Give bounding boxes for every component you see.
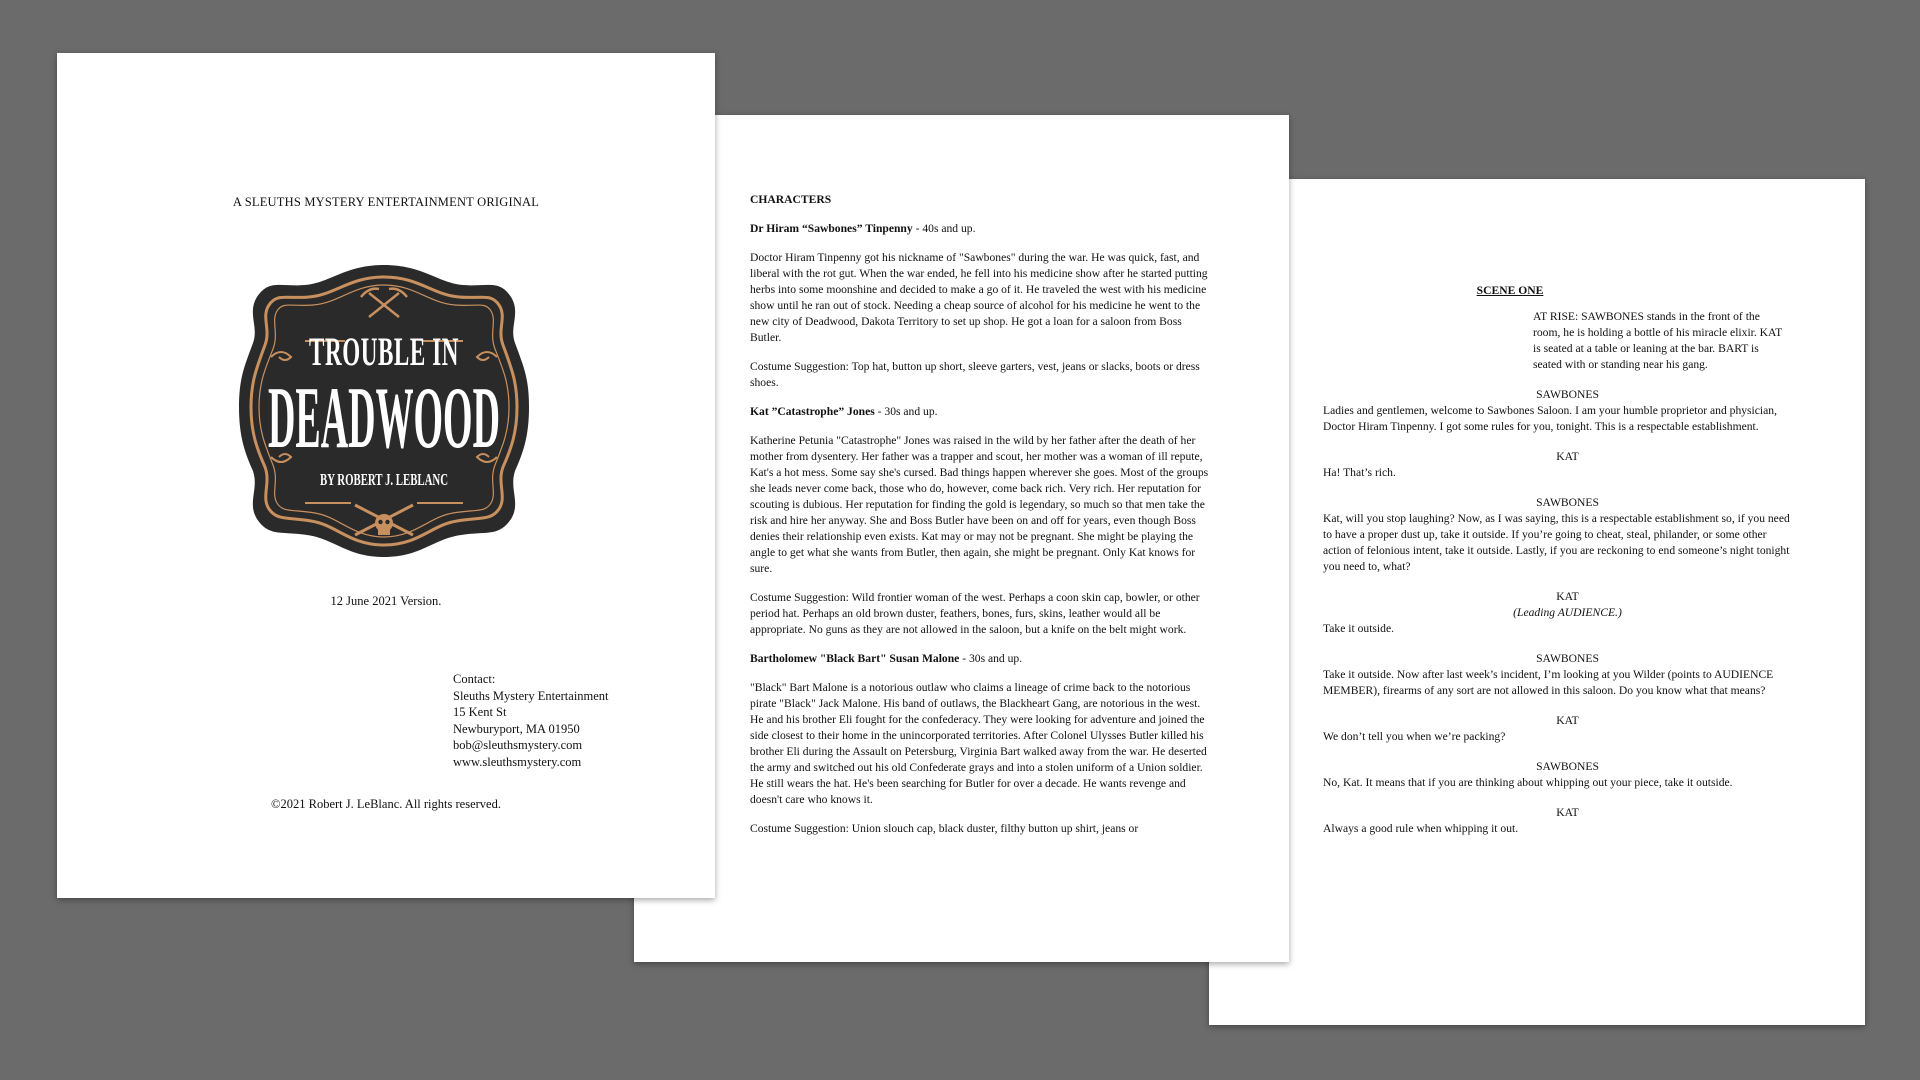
character-list [750, 221, 1212, 837]
character-bio: "Black" Bart Malone is a notorious outlaw who claims a lineage of crime back to the notorious pirate "Black" Jack Malone. His band of outlaws, the Blackheart Gang, are notorious in the west. He and his brother Eli fought for the confederacy. They were looking for adventure and joined the side closest to their home in the unincorporated territories. After Colonel Ulysses Butler killed his brother Eli during the Assault on Petersburg, Virginia Bart walked away from the war. He deserted the army and switched out his old Confederate grays and into a stolen uniform of a Union soldier. He still wears the hat. He's been searching for Butler for over a decade. He wants revenge and doesn't care who knows it. [750, 681, 1207, 806]
dialog-speaker: SAWBONES [1536, 496, 1599, 509]
contact-line: 15 Kent St [453, 705, 507, 719]
contact-line: Sleuths Mystery Entertainment [453, 688, 609, 703]
contact-block [453, 671, 609, 770]
dialog-line: No, Kat. It means that if you are thinking about whipping out your piece, take it outside. [1323, 776, 1733, 789]
character-bio: Doctor Hiram Tinpenny got his nickname of "Sawbones" during the war. He was quick, fast, and liberal with the rot gut. When the war ended, he fell into his medicine show after he started putting herbs into some moonshine and decided to make a go of it. He traveled the west with his medicine show until he ran out of stock. Needing a cheap source of alcohol for his medicine he went to the new city of Deadwood, Dakota Territory to set up shop. He got a loan for a saloon from Boss Butler. [750, 251, 1208, 344]
character-name: Bartholomew "Black Bart" Susan Malone [750, 652, 960, 665]
dialog-speaker: KAT [1556, 450, 1579, 463]
characters-content [750, 192, 1212, 850]
character-age: - 30s and up. [959, 652, 1023, 665]
logo-line1: TROUBLE IN [309, 329, 459, 374]
costume-suggestion: Costume Suggestion: Wild frontier woman of the west. Perhaps a coon skin cap, bowler, or other period hat. Perhaps an old brown duster, feathers, bones, furs, skins, leather would all be appropriate. No guns as they are not allowed in the saloon, but a knife on the belt might work. [750, 591, 1200, 636]
dialog-speaker: SAWBONES [1536, 652, 1599, 665]
dialog-speaker: KAT [1556, 590, 1579, 603]
logo-line2: DEADWOOD [268, 370, 500, 467]
dialog-line: Ha! That’s rich. [1323, 466, 1396, 479]
contact-website: www.sleuthsmystery.com [453, 754, 582, 769]
dialog-list [1323, 387, 1797, 837]
dialog-speaker: KAT [1556, 806, 1579, 819]
logo-byline: BY ROBERT J. LEBLANC [320, 470, 448, 489]
script-page-title [57, 53, 715, 898]
dialog-speaker: KAT [1556, 714, 1579, 727]
title-page-header: A SLEUTHS MYSTERY ENTERTAINMENT ORIGINAL [232, 195, 540, 209]
character-entry-title [750, 221, 1212, 237]
character-age: - 40s and up. [912, 222, 976, 235]
dialog-speaker: SAWBONES [1536, 760, 1599, 773]
dialog-line: Kat, will you stop laughing? Now, as I was saying, this is a respectable establishment so, if you need to have a proper dust up, take it outside. If you’re going to cheat, steal, philander, or some other action of felonious intent, take it outside. Lastly, if you are reckoning to end someone’s night tonight you need to, what? [1323, 512, 1790, 573]
stage-direction: AT RISE: SAWBONES stands in the front of the room, he is holding a bottle of his miracle elixir. KAT is seated at a table or leaning at the bar. BART is seated with or standing near his gang. [1533, 310, 1783, 371]
character-name: Kat ”Catastrophe” Jones [750, 405, 875, 418]
script-page-characters [634, 115, 1289, 962]
version-date: 12 June 2021 Version. [330, 594, 442, 608]
character-entry-title [750, 404, 1212, 420]
costume-suggestion: Costume Suggestion: Union slouch cap, black duster, filthy button up shirt, jeans or [750, 822, 1139, 835]
contact-line: Newburyport, MA 01950 [453, 721, 580, 736]
dialog-line: Take it outside. Now after last week’s incident, I’m looking at you Wilder (points to AUDIENCE MEMBER), firearms of any sort are not allowed in this saloon. Do you know what that means? [1323, 668, 1774, 697]
dialog-line: We don’t tell you when we’re packing? [1323, 730, 1506, 743]
scene-content [1323, 283, 1797, 851]
dialog-speaker: SAWBONES [1536, 388, 1599, 401]
characters-heading: CHARACTERS [750, 193, 832, 206]
dialog-parenthetical: (Leading AUDIENCE.) [1513, 606, 1622, 619]
copyright: ©2021 Robert J. LeBlanc. All rights reserved. [271, 797, 501, 811]
dialog-line: Ladies and gentlemen, welcome to Sawbones Saloon. I am your humble proprietor and physician, Doctor Hiram Tinpenny. I got some rules for you, tonight. This is a respectable establishment. [1323, 404, 1777, 433]
character-bio: Katherine Petunia "Catastrophe" Jones was raised in the wild by her father after the death of her mother from dysentery. Her father was a trapper and scout, her mother was a woman of ill repute, Kat's a hot mess. Some say she's cursed. Bad things happen wherever she goes. Most of the groups she leads never come back, those who do, however, come back rich. Very rich. Her reputation for scouting is dubious. Her reputation for finding the gold is legendary, so much so that men take the risk and hire her anyway. She and Boss Butler have been on and off for years, even though Boss denies their relationship even exists. Kat may or may not be pregnant. She might be playing the angle to get what she wants from Butler, then again, she might be pregnant. Only Kat knows for sure. [750, 434, 1209, 575]
character-entry-title [750, 651, 1212, 667]
costume-suggestion: Costume Suggestion: Top hat, button up short, sleeve garters, vest, jeans or slacks, boots or dress shoes. [750, 360, 1200, 389]
contact-email: bob@sleuthsmystery.com [453, 738, 583, 752]
dialog-line: Take it outside. [1323, 622, 1394, 635]
dialog-line: Always a good rule when whipping it out. [1323, 822, 1519, 835]
contact-line: Contact: [453, 672, 496, 686]
character-age: - 30s and up. [874, 405, 938, 418]
character-name: Dr Hiram “Sawbones” Tinpenny [750, 222, 913, 235]
trouble-in-deadwood-logo [235, 257, 533, 563]
scene-title: SCENE ONE [1476, 284, 1544, 297]
script-page-scene-one [1209, 179, 1865, 1025]
